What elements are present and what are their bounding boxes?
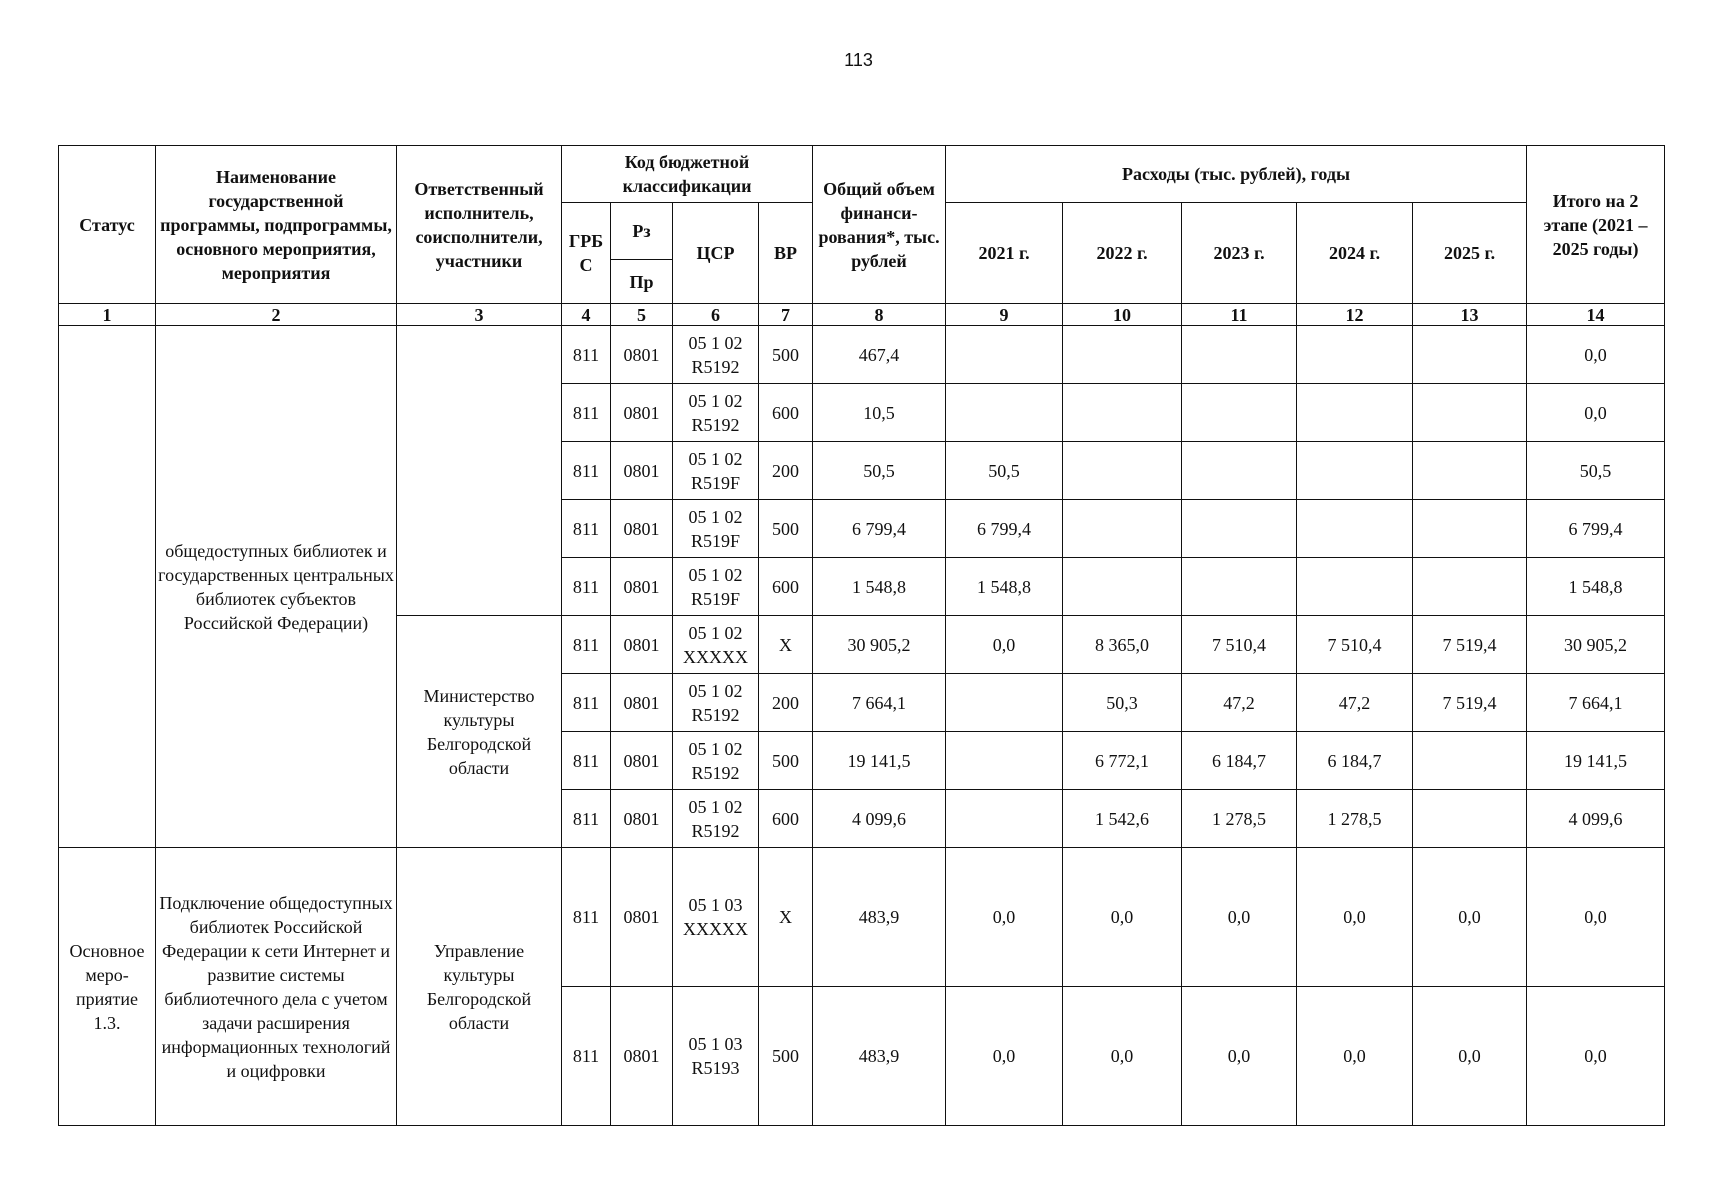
vr-cell: 600 xyxy=(759,790,813,848)
col-number: 3 xyxy=(397,304,562,326)
vr-cell: 500 xyxy=(759,326,813,384)
year-2025-cell xyxy=(1413,558,1527,616)
grbs-cell: 811 xyxy=(562,442,611,500)
stage-total-cell: 0,0 xyxy=(1527,326,1665,384)
rzpr-cell: 0801 xyxy=(611,987,673,1126)
year-2021-cell xyxy=(946,326,1063,384)
year-2023-cell: 0,0 xyxy=(1182,987,1297,1126)
total-cell: 10,5 xyxy=(813,384,946,442)
year-2021-cell xyxy=(946,790,1063,848)
stage-total-cell: 0,0 xyxy=(1527,848,1665,987)
col-number: 2 xyxy=(156,304,397,326)
budget-table xyxy=(58,145,1665,1126)
csr-cell: 05 1 02 R5192 xyxy=(673,384,759,442)
vr-cell: 500 xyxy=(759,987,813,1126)
csr-cell: 05 1 03 R5193 xyxy=(673,987,759,1126)
col-number: 9 xyxy=(946,304,1063,326)
header-vr: ВР xyxy=(759,203,813,304)
responsible-ministry: Министерство культуры Белгородской области xyxy=(397,616,562,848)
year-2024-cell: 7 510,4 xyxy=(1297,616,1413,674)
rzpr-cell: 0801 xyxy=(611,616,673,674)
header-year-2023: 2023 г. xyxy=(1182,203,1297,304)
year-2021-cell: 50,5 xyxy=(946,442,1063,500)
year-2023-cell xyxy=(1182,558,1297,616)
grbs-cell: 811 xyxy=(562,674,611,732)
rzpr-cell: 0801 xyxy=(611,558,673,616)
col-number: 14 xyxy=(1527,304,1665,326)
stage-total-cell: 6 799,4 xyxy=(1527,500,1665,558)
year-2022-cell: 0,0 xyxy=(1063,848,1182,987)
year-2025-cell xyxy=(1413,500,1527,558)
page-number: 113 xyxy=(844,50,873,70)
year-2025-cell: 0,0 xyxy=(1413,987,1527,1126)
grbs-cell: 811 xyxy=(562,616,611,674)
year-2021-cell xyxy=(946,384,1063,442)
stage-total-cell: 0,0 xyxy=(1527,384,1665,442)
col-number: 11 xyxy=(1182,304,1297,326)
rzpr-cell: 0801 xyxy=(611,790,673,848)
responsible-department: Управление культуры Белгородской области xyxy=(397,848,562,1126)
col-number: 6 xyxy=(673,304,759,326)
vr-cell: 600 xyxy=(759,384,813,442)
grbs-cell: 811 xyxy=(562,848,611,987)
year-2022-cell: 0,0 xyxy=(1063,987,1182,1126)
col-number: 12 xyxy=(1297,304,1413,326)
year-2022-cell: 6 772,1 xyxy=(1063,732,1182,790)
rzpr-cell: 0801 xyxy=(611,384,673,442)
year-2022-cell: 50,3 xyxy=(1063,674,1182,732)
year-2021-cell: 0,0 xyxy=(946,616,1063,674)
year-2025-cell: 7 519,4 xyxy=(1413,616,1527,674)
grbs-cell: 811 xyxy=(562,790,611,848)
vr-cell: 500 xyxy=(759,732,813,790)
year-2025-cell xyxy=(1413,326,1527,384)
header-year-2025: 2025 г. xyxy=(1413,203,1527,304)
year-2025-cell xyxy=(1413,442,1527,500)
year-2022-cell xyxy=(1063,558,1182,616)
stage-total-cell: 19 141,5 xyxy=(1527,732,1665,790)
total-cell: 467,4 xyxy=(813,326,946,384)
total-cell: 19 141,5 xyxy=(813,732,946,790)
csr-cell: 05 1 02 XXXXX xyxy=(673,616,759,674)
year-2021-cell: 6 799,4 xyxy=(946,500,1063,558)
vr-cell: 500 xyxy=(759,500,813,558)
header-budget-code: Код бюджетной классификации xyxy=(562,146,813,203)
grbs-cell: 811 xyxy=(562,384,611,442)
year-2023-cell: 47,2 xyxy=(1182,674,1297,732)
status-cell xyxy=(59,326,156,848)
header-grbs: ГРБ С xyxy=(562,203,611,304)
stage-total-cell: 50,5 xyxy=(1527,442,1665,500)
csr-cell: 05 1 02 R519F xyxy=(673,558,759,616)
grbs-cell: 811 xyxy=(562,326,611,384)
year-2023-cell xyxy=(1182,500,1297,558)
year-2025-cell: 0,0 xyxy=(1413,848,1527,987)
year-2025-cell: 7 519,4 xyxy=(1413,674,1527,732)
year-2022-cell xyxy=(1063,326,1182,384)
csr-cell: 05 1 02 R5192 xyxy=(673,674,759,732)
year-2021-cell: 0,0 xyxy=(946,848,1063,987)
year-2024-cell: 6 184,7 xyxy=(1297,732,1413,790)
stage-total-cell: 7 664,1 xyxy=(1527,674,1665,732)
year-2021-cell: 0,0 xyxy=(946,987,1063,1126)
vr-cell: Х xyxy=(759,848,813,987)
responsible-cell xyxy=(397,326,562,616)
header-year-2021: 2021 г. xyxy=(946,203,1063,304)
total-cell: 1 548,8 xyxy=(813,558,946,616)
rzpr-cell: 0801 xyxy=(611,674,673,732)
total-cell: 483,9 xyxy=(813,987,946,1126)
table-row xyxy=(59,326,1665,384)
total-cell: 4 099,6 xyxy=(813,790,946,848)
year-2023-cell: 7 510,4 xyxy=(1182,616,1297,674)
csr-cell: 05 1 02 R5192 xyxy=(673,790,759,848)
table-row xyxy=(59,848,1665,987)
rzpr-cell: 0801 xyxy=(611,442,673,500)
year-2023-cell xyxy=(1182,442,1297,500)
vr-cell: Х xyxy=(759,616,813,674)
rzpr-cell: 0801 xyxy=(611,326,673,384)
total-cell: 483,9 xyxy=(813,848,946,987)
year-2025-cell xyxy=(1413,384,1527,442)
stage-total-cell: 0,0 xyxy=(1527,987,1665,1126)
year-2021-cell xyxy=(946,732,1063,790)
col-number: 1 xyxy=(59,304,156,326)
year-2024-cell: 0,0 xyxy=(1297,848,1413,987)
header-status: Статус xyxy=(59,146,156,304)
year-2024-cell: 47,2 xyxy=(1297,674,1413,732)
csr-cell: 05 1 02 R519F xyxy=(673,500,759,558)
header-csr: ЦСР xyxy=(673,203,759,304)
rzpr-cell: 0801 xyxy=(611,848,673,987)
year-2023-cell: 0,0 xyxy=(1182,848,1297,987)
stage-total-cell: 30 905,2 xyxy=(1527,616,1665,674)
year-2024-cell xyxy=(1297,326,1413,384)
col-number: 10 xyxy=(1063,304,1182,326)
year-2021-cell xyxy=(946,674,1063,732)
vr-cell: 600 xyxy=(759,558,813,616)
rzpr-cell: 0801 xyxy=(611,500,673,558)
grbs-cell: 811 xyxy=(562,558,611,616)
header-expenses: Расходы (тыс. рублей), годы xyxy=(946,146,1527,203)
vr-cell: 200 xyxy=(759,674,813,732)
csr-cell: 05 1 03 XXXXX xyxy=(673,848,759,987)
grbs-cell: 811 xyxy=(562,987,611,1126)
header-year-2024: 2024 г. xyxy=(1297,203,1413,304)
status-cell: Основное меро-приятие 1.3. xyxy=(59,848,156,1126)
header-year-2022: 2022 г. xyxy=(1063,203,1182,304)
grbs-cell: 811 xyxy=(562,732,611,790)
col-number: 7 xyxy=(759,304,813,326)
year-2024-cell xyxy=(1297,384,1413,442)
event-name: общедоступных библиотек и государственных центральных библиотек субъектов Российской Федерации) xyxy=(156,326,397,848)
header-stage-total: Итого на 2 этапе (2021 – 2025 годы) xyxy=(1527,146,1665,304)
col-number: 4 xyxy=(562,304,611,326)
total-cell: 30 905,2 xyxy=(813,616,946,674)
total-cell: 6 799,4 xyxy=(813,500,946,558)
header-pr: Пр xyxy=(611,260,673,304)
rzpr-cell: 0801 xyxy=(611,732,673,790)
col-number: 5 xyxy=(611,304,673,326)
csr-cell: 05 1 02 R519F xyxy=(673,442,759,500)
year-2022-cell xyxy=(1063,384,1182,442)
year-2022-cell xyxy=(1063,500,1182,558)
csr-cell: 05 1 02 R5192 xyxy=(673,732,759,790)
year-2025-cell xyxy=(1413,790,1527,848)
year-2023-cell: 6 184,7 xyxy=(1182,732,1297,790)
total-cell: 7 664,1 xyxy=(813,674,946,732)
col-number: 13 xyxy=(1413,304,1527,326)
year-2024-cell: 0,0 xyxy=(1297,987,1413,1126)
stage-total-cell: 4 099,6 xyxy=(1527,790,1665,848)
year-2023-cell xyxy=(1182,326,1297,384)
year-2025-cell xyxy=(1413,732,1527,790)
year-2022-cell: 1 542,6 xyxy=(1063,790,1182,848)
grbs-cell: 811 xyxy=(562,500,611,558)
year-2022-cell xyxy=(1063,442,1182,500)
total-cell: 50,5 xyxy=(813,442,946,500)
header-rz: Рз xyxy=(611,203,673,260)
year-2021-cell: 1 548,8 xyxy=(946,558,1063,616)
event-name: Подключение общедоступных библиотек Российской Федерации к сети Интернет и развитие системы библиотечного дела с учетом задачи расширения информационных технологий и оцифровки xyxy=(156,848,397,1126)
year-2023-cell xyxy=(1182,384,1297,442)
header-total-volume: Общий объем финанси-рования*, тыс. рублей xyxy=(813,146,946,304)
year-2024-cell xyxy=(1297,500,1413,558)
year-2024-cell xyxy=(1297,442,1413,500)
year-2023-cell: 1 278,5 xyxy=(1182,790,1297,848)
header-name: Наименование государственной программы, подпрограммы, основного мероприятия, мероприятия xyxy=(156,146,397,304)
year-2024-cell: 1 278,5 xyxy=(1297,790,1413,848)
year-2024-cell xyxy=(1297,558,1413,616)
vr-cell: 200 xyxy=(759,442,813,500)
col-number: 8 xyxy=(813,304,946,326)
stage-total-cell: 1 548,8 xyxy=(1527,558,1665,616)
header-responsible: Ответственный исполнитель, соисполнители, участники xyxy=(397,146,562,304)
year-2022-cell: 8 365,0 xyxy=(1063,616,1182,674)
csr-cell: 05 1 02 R5192 xyxy=(673,326,759,384)
